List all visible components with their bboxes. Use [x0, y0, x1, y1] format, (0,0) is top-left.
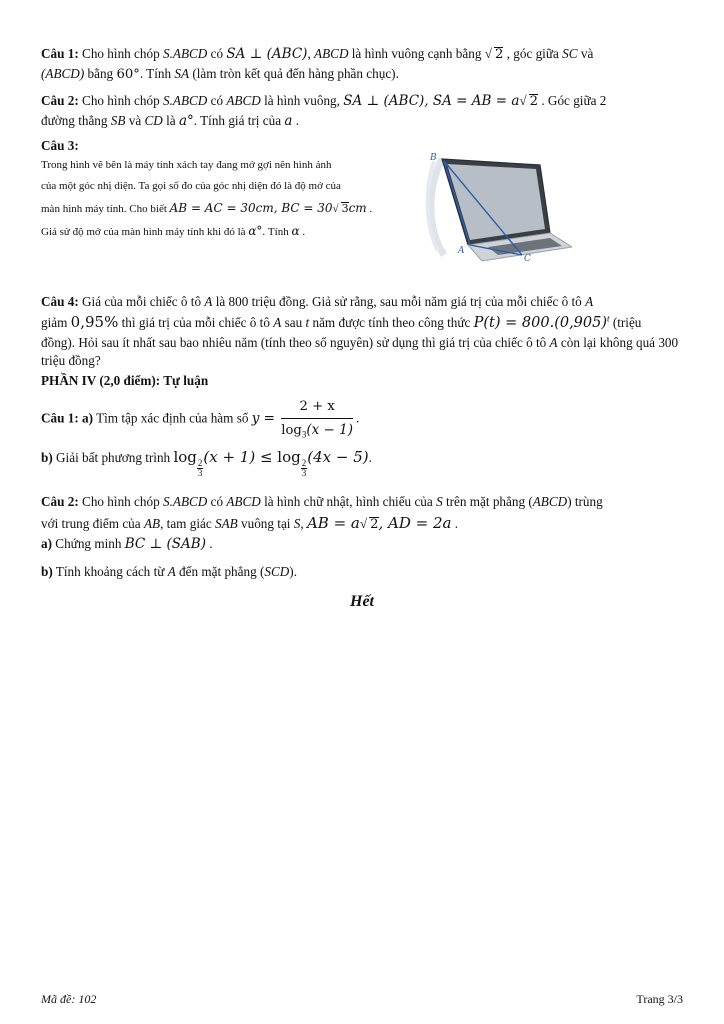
question-3-label: Câu 3:: [41, 137, 79, 153]
text: .: [368, 449, 372, 465]
text: đồng). Hỏi sau ít nhất sau bao nhiêu năm (tính theo số nguyên) sử dụng thì giá trị của chiếc ô tô: [41, 334, 550, 350]
math-sub: 3: [301, 429, 307, 440]
sqrt-sign: √: [519, 93, 527, 109]
text: và: [125, 113, 145, 129]
part-b-label: b): [41, 564, 53, 580]
sqrt-sign: √: [484, 46, 492, 61]
text: Giả sử độ mở của màn hình máy tính khi đó là: [41, 226, 249, 239]
math: SCD: [264, 564, 290, 580]
text: có: [207, 93, 227, 109]
text: (triệu: [609, 315, 642, 331]
text: là 800 triệu đồng. Giả sử rằng, sau mỗi năm giá trị của mỗi chiếc ô tô: [212, 294, 586, 310]
text: có: [207, 46, 227, 61]
text: giảm: [41, 315, 71, 331]
text: ) trùng: [567, 493, 603, 509]
text: và: [577, 46, 594, 61]
math: ABCD: [226, 93, 261, 109]
part-a-label: a): [41, 536, 52, 552]
math: a: [284, 113, 293, 130]
fraction-denominator: [281, 419, 353, 442]
math: S: [436, 493, 443, 509]
fraction: [281, 397, 353, 442]
math: BC ⊥ (SAB): [124, 536, 206, 553]
math: α°: [248, 224, 263, 239]
text: . Tính: [139, 66, 175, 82]
radicand: 2: [370, 516, 379, 532]
math: (ABCD): [41, 66, 85, 82]
math: S.ABCD: [163, 93, 208, 109]
laptop-display: [447, 164, 545, 240]
question-4: [41, 293, 686, 371]
text: Cho hình chóp: [78, 493, 163, 509]
essay-1b: [41, 446, 686, 478]
math-sup: t: [607, 313, 610, 324]
math: 3: [197, 467, 203, 478]
label-b: B: [430, 153, 437, 164]
math: S.ABCD: [163, 493, 208, 509]
math: SA ⊥ (ABC), SA = AB = a: [343, 93, 520, 110]
math: A: [167, 564, 176, 580]
text: đường thẳng: [41, 113, 111, 129]
math: cm: [348, 201, 367, 216]
math: A: [273, 315, 282, 331]
question-1-label: Câu 1:: [41, 46, 79, 61]
text: .: [451, 515, 459, 531]
radicand: 3: [341, 202, 349, 216]
question-1: [41, 44, 686, 85]
text: Giá của mỗi chiếc ô tô: [78, 294, 205, 310]
question-3: [41, 138, 686, 268]
text: . Góc giữa 2: [538, 93, 607, 109]
text: là hình vuông,: [260, 93, 344, 109]
exam-page: [41, 44, 686, 588]
radicand: 2: [494, 47, 504, 62]
text: sau: [281, 315, 306, 331]
text-line: [41, 220, 421, 243]
text: còn lại không quá 300 triệu đồng?: [41, 334, 679, 369]
math: S.ABCD: [163, 46, 208, 61]
text: Giải bất phương trình: [52, 449, 174, 465]
essay-2-label: Câu 2:: [41, 493, 79, 509]
math: SAB: [215, 515, 238, 531]
math: S: [293, 515, 301, 531]
essay-1-label: Câu 1:: [41, 410, 79, 426]
fraction-numerator: 2 + x: [281, 397, 353, 419]
text: .: [356, 410, 360, 426]
question-4-label: Câu 4:: [41, 294, 79, 310]
essay-2b: [41, 562, 686, 582]
text: .: [366, 203, 373, 216]
part-b-label: b): [41, 449, 53, 465]
math: AB: [143, 515, 161, 531]
question-2: [41, 91, 686, 132]
text: ).: [289, 564, 297, 580]
text-line: của một góc nhị diện. Ta gọi số đo của góc nhị diện đó là độ mở của: [41, 180, 341, 193]
text: Tìm tập xác định của hàm số: [93, 410, 252, 426]
math: 2: [301, 457, 307, 468]
text: Cho hình chóp: [78, 93, 163, 109]
essay-question-2: [41, 492, 686, 582]
label-a: A: [458, 246, 465, 257]
laptop-figure: [422, 151, 572, 263]
text: năm được tính theo công thức: [309, 315, 474, 331]
text: Tính khoảng cách từ: [52, 564, 168, 580]
math: AB = AC = 30cm, BC = 30: [169, 201, 333, 216]
end-marker: Hết: [350, 593, 374, 610]
text: là: [162, 113, 179, 129]
text: .: [205, 536, 213, 552]
math: 2: [197, 457, 203, 468]
text: là hình vuông cạnh bằng: [348, 46, 485, 61]
text: ,: [307, 46, 315, 61]
math: ABCD: [226, 493, 261, 509]
text: bằng: [84, 66, 117, 82]
math: SB: [110, 113, 126, 129]
math: y =: [251, 410, 275, 427]
essay-2a: [41, 534, 686, 554]
exam-code: Mã đề: 102: [41, 992, 97, 1006]
essay-question-1: [41, 397, 686, 478]
text: , góc giữa: [503, 46, 563, 61]
text: là hình chữ nhật, hình chiếu của: [260, 493, 437, 509]
part-4-heading: PHẦN IV (2,0 điểm): Tự luận: [41, 373, 209, 389]
text: .: [292, 113, 300, 129]
text: Cho hình chóp: [78, 46, 163, 61]
essay-1a: [41, 397, 686, 442]
math: (x − 1): [306, 421, 354, 438]
label-c: C: [524, 254, 531, 264]
math: log: [277, 447, 301, 466]
math: , AD = 2a: [378, 513, 452, 532]
text: thì giá trị của mỗi chiếc ô tô: [118, 315, 274, 331]
math: 0,95%: [70, 313, 119, 332]
math: (x + 1) ≤: [203, 447, 278, 466]
math: ABCD: [532, 493, 568, 509]
text: vuông tại: [237, 515, 294, 531]
text: đến mặt phẳng (: [175, 564, 265, 580]
math: ABCD: [314, 46, 349, 61]
text: .: [299, 226, 306, 239]
math: log: [173, 447, 197, 466]
math: SA ⊥ (ABC): [226, 46, 308, 62]
question-3-text: [41, 155, 421, 243]
text-line: Trong hình vẽ bên là máy tính xách tay đang mở gợi nên hình ảnh: [41, 159, 332, 172]
essay-2-stem: [41, 492, 686, 534]
radicand: 2: [529, 94, 539, 110]
text: (làm tròn kết quả đến hàng phần chục).: [189, 66, 399, 82]
text: , tam giác: [160, 515, 215, 531]
math: log: [281, 422, 302, 438]
math: A: [204, 294, 213, 310]
page-number: Trang 3/3: [636, 992, 683, 1006]
text: ,: [300, 515, 307, 531]
math: SC: [562, 46, 578, 61]
page-footer: [41, 992, 683, 1007]
text-line: [41, 197, 421, 220]
text: Chứng minh: [52, 536, 125, 552]
math: t: [305, 315, 310, 331]
text: trên mặt phẳng (: [442, 493, 533, 509]
text: . Tính: [262, 226, 292, 239]
math: (4x − 5): [307, 447, 369, 466]
math: α: [291, 224, 300, 239]
part-a-label: a): [78, 410, 94, 426]
text: có: [207, 493, 227, 509]
math: 60°: [116, 67, 140, 83]
text: . Tính giá trị của: [193, 113, 285, 129]
math: CD: [144, 113, 163, 129]
math: a°: [178, 113, 194, 130]
math: 3: [301, 467, 307, 478]
math: AB = a: [306, 513, 360, 532]
sqrt-sign: √: [359, 515, 368, 531]
math: A: [585, 294, 594, 310]
sqrt-sign: √: [332, 203, 339, 216]
text: màn hình máy tính. Cho biết: [41, 203, 170, 216]
text: với trung điểm của: [41, 515, 144, 531]
math: P(t) = 800.(0,905): [473, 315, 608, 332]
math: SA: [174, 66, 190, 82]
math: A: [549, 334, 558, 350]
question-2-label: Câu 2:: [41, 93, 79, 109]
